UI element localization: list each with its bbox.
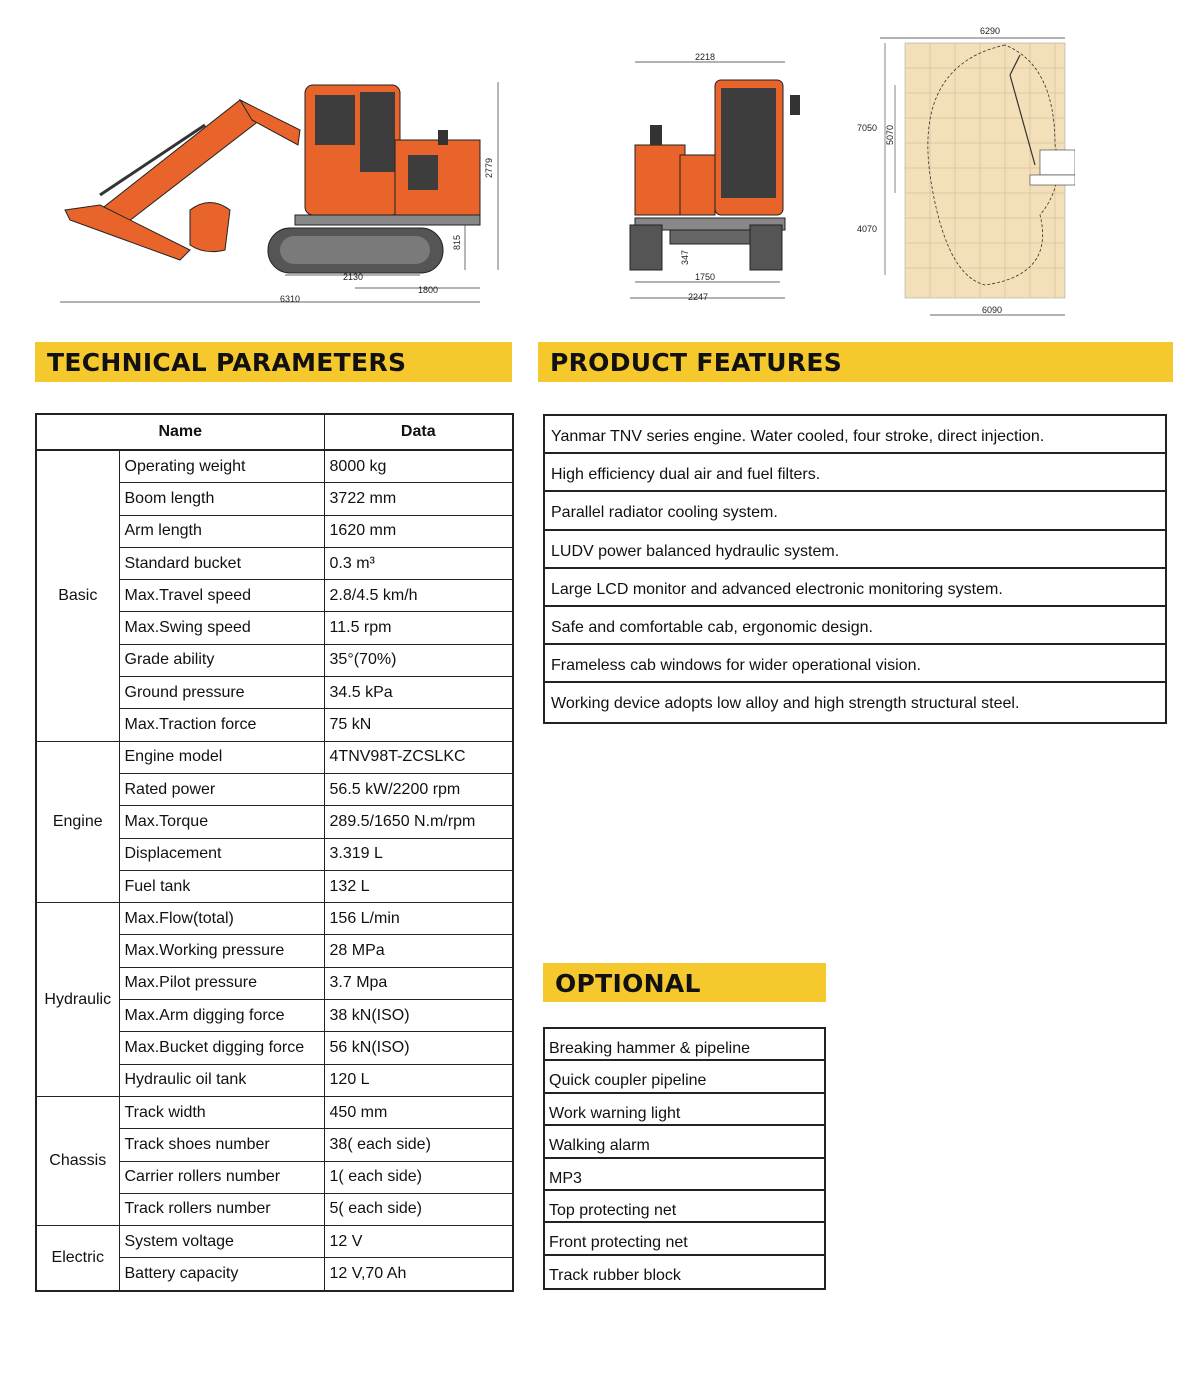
optional-item: Track rubber block bbox=[549, 1266, 681, 1284]
feature-item: Yanmar TNV series engine. Water cooled, four stroke, direct injection. bbox=[545, 416, 1165, 454]
header-data: Data bbox=[324, 414, 513, 450]
feature-item: Large LCD monitor and advanced electronic monitoring system. bbox=[545, 569, 1165, 607]
parameter-value: 2.8/4.5 km/h bbox=[324, 580, 513, 612]
parameter-name: Max.Torque bbox=[119, 806, 324, 838]
parameter-value: 3.319 L bbox=[324, 838, 513, 870]
parameter-name: Ground pressure bbox=[119, 677, 324, 709]
feature-item: Working device adopts low alloy and high strength structural steel. bbox=[551, 695, 1020, 713]
parameter-name: Battery capacity bbox=[119, 1258, 324, 1291]
optional-item: Front protecting net bbox=[545, 1223, 824, 1255]
optional-title: OPTIONAL bbox=[555, 969, 701, 998]
dim-tail: 1800 bbox=[418, 285, 439, 295]
group-label: Chassis bbox=[36, 1096, 119, 1225]
parameter-name: Standard bucket bbox=[119, 547, 324, 579]
parameter-value: 75 kN bbox=[324, 709, 513, 741]
parameter-value: 3.7 Mpa bbox=[324, 967, 513, 999]
header-name: Name bbox=[36, 414, 324, 450]
optional-item: Top protecting net bbox=[545, 1191, 824, 1223]
parameter-name: Track width bbox=[119, 1096, 324, 1128]
table-row bbox=[36, 450, 513, 483]
group-label: Basic bbox=[36, 450, 119, 741]
optional-item: Walking alarm bbox=[545, 1126, 824, 1158]
parameter-value: 3722 mm bbox=[324, 483, 513, 515]
table-row bbox=[36, 903, 513, 935]
parameter-name: Max.Traction force bbox=[119, 709, 324, 741]
table-row bbox=[36, 741, 513, 773]
parameter-name: System voltage bbox=[119, 1226, 324, 1258]
excavator-front-view bbox=[625, 50, 815, 305]
parameter-value: 4TNV98T-ZCSLKC bbox=[324, 741, 513, 773]
parameter-value: 56 kN(ISO) bbox=[324, 1032, 513, 1064]
parameter-value: 56.5 kW/2200 rpm bbox=[324, 773, 513, 805]
parameter-name: Displacement bbox=[119, 838, 324, 870]
parameter-name: Max.Bucket digging force bbox=[119, 1032, 324, 1064]
table-row bbox=[36, 1226, 513, 1258]
optional-header bbox=[543, 963, 826, 1002]
parameter-value: 38 kN(ISO) bbox=[324, 1000, 513, 1032]
feature-item: Safe and comfortable cab, ergonomic design. bbox=[545, 607, 1165, 645]
dim-max-dig-height: 7050 bbox=[857, 123, 878, 133]
parameter-name: Operating weight bbox=[119, 450, 324, 483]
parameter-value: 12 V,70 Ah bbox=[324, 1258, 513, 1291]
dim-track-length: 2130 bbox=[343, 272, 364, 282]
parameter-name: Max.Flow(total) bbox=[119, 903, 324, 935]
group-label: Engine bbox=[36, 741, 119, 902]
parameter-name: Max.Arm digging force bbox=[119, 1000, 324, 1032]
parameter-value: 120 L bbox=[324, 1064, 513, 1096]
technical-parameters-title: TECHNICAL PARAMETERS bbox=[47, 348, 407, 377]
table-row bbox=[36, 1096, 513, 1128]
optional-item: Work warning light bbox=[545, 1094, 824, 1126]
parameter-name: Carrier rollers number bbox=[119, 1161, 324, 1193]
parameter-value: 34.5 kPa bbox=[324, 677, 513, 709]
dim-front-clearance: 347 bbox=[680, 249, 690, 265]
parameter-value: 5( each side) bbox=[324, 1193, 513, 1225]
dim-dig-depth: 4070 bbox=[857, 224, 878, 234]
product-features-list bbox=[543, 414, 1167, 724]
dim-max-reach: 6290 bbox=[980, 26, 1001, 36]
parameter-value: 8000 kg bbox=[324, 450, 513, 483]
dim-front-width: 2218 bbox=[695, 52, 716, 62]
optional-item: Quick coupler pipeline bbox=[545, 1061, 824, 1093]
working-range-diagram bbox=[855, 25, 1075, 320]
parameter-name: Max.Travel speed bbox=[119, 580, 324, 612]
dim-total-length: 6310 bbox=[280, 294, 301, 304]
parameter-value: 132 L bbox=[324, 870, 513, 902]
dim-ground-reach: 6090 bbox=[982, 305, 1003, 315]
parameter-name: Max.Swing speed bbox=[119, 612, 324, 644]
parameter-name: Engine model bbox=[119, 741, 324, 773]
parameter-value: 156 L/min bbox=[324, 903, 513, 935]
parameter-value: 28 MPa bbox=[324, 935, 513, 967]
optional-item: MP3 bbox=[545, 1159, 824, 1191]
parameter-name: Arm length bbox=[119, 515, 324, 547]
dim-height: 2779 bbox=[484, 157, 494, 178]
parameter-value: 450 mm bbox=[324, 1096, 513, 1128]
technical-parameters-table bbox=[35, 413, 514, 1292]
parameter-name: Max.Pilot pressure bbox=[119, 967, 324, 999]
parameter-name: Rated power bbox=[119, 773, 324, 805]
optional-list bbox=[543, 1027, 826, 1290]
feature-item: Frameless cab windows for wider operational vision. bbox=[545, 645, 1165, 683]
parameter-value: 12 V bbox=[324, 1226, 513, 1258]
excavator-side-view bbox=[40, 60, 510, 310]
parameter-value: 1620 mm bbox=[324, 515, 513, 547]
technical-parameters-header bbox=[35, 342, 512, 382]
parameter-name: Track shoes number bbox=[119, 1129, 324, 1161]
parameter-value: 289.5/1650 N.m/rpm bbox=[324, 806, 513, 838]
dim-overall-width: 2247 bbox=[688, 292, 709, 302]
parameter-name: Fuel tank bbox=[119, 870, 324, 902]
parameter-value: 35°(70%) bbox=[324, 644, 513, 676]
dim-dump-height: 5070 bbox=[885, 124, 895, 145]
optional-item: Breaking hammer & pipeline bbox=[545, 1029, 824, 1061]
parameter-name: Grade ability bbox=[119, 644, 324, 676]
parameter-name: Track rollers number bbox=[119, 1193, 324, 1225]
dim-track-gauge: 1750 bbox=[695, 272, 716, 282]
parameter-value: 1( each side) bbox=[324, 1161, 513, 1193]
feature-item: High efficiency dual air and fuel filters. bbox=[545, 454, 1165, 492]
group-label: Electric bbox=[36, 1226, 119, 1291]
parameter-name: Hydraulic oil tank bbox=[119, 1064, 324, 1096]
feature-item: LUDV power balanced hydraulic system. bbox=[545, 531, 1165, 569]
dim-clearance: 815 bbox=[452, 234, 462, 250]
group-label: Hydraulic bbox=[36, 903, 119, 1097]
parameter-value: 11.5 rpm bbox=[324, 612, 513, 644]
product-features-header bbox=[538, 342, 1173, 382]
table-header-row bbox=[36, 414, 513, 450]
parameter-name: Boom length bbox=[119, 483, 324, 515]
parameter-value: 38( each side) bbox=[324, 1129, 513, 1161]
parameter-value: 0.3 m³ bbox=[324, 547, 513, 579]
feature-item: Parallel radiator cooling system. bbox=[545, 492, 1165, 530]
parameter-name: Max.Working pressure bbox=[119, 935, 324, 967]
product-features-title: PRODUCT FEATURES bbox=[550, 348, 843, 377]
technical-parameters-body bbox=[36, 450, 513, 1291]
